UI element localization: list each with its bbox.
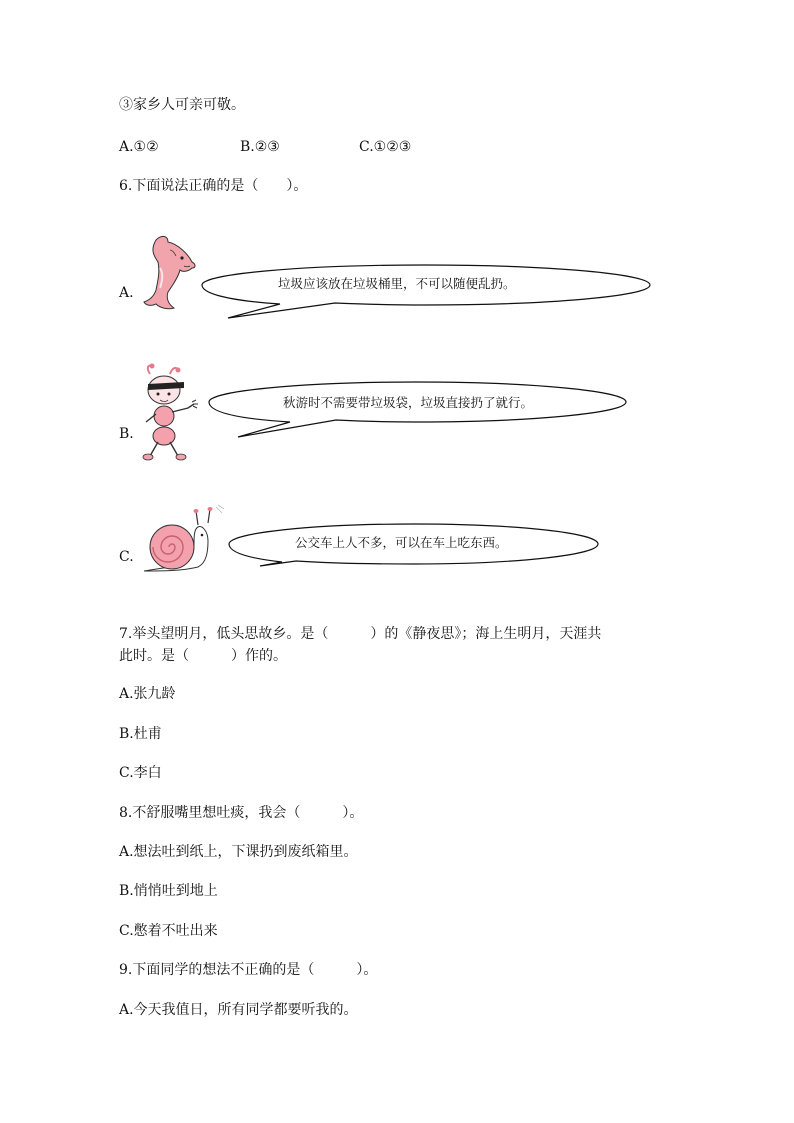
q7-option-b[interactable]: B.杜甫 bbox=[119, 726, 162, 742]
q5-option-c[interactable]: C.①②③ bbox=[359, 139, 412, 155]
q8-option-a[interactable]: A.想法吐到纸上，下课扔到废纸箱里。 bbox=[119, 844, 358, 860]
q6-question: 6.下面说法正确的是（ ）。 bbox=[119, 178, 308, 194]
q6-option-c-bubble-text: 公交车上人不多，可以在车上吃东西。 bbox=[295, 535, 508, 550]
q8-option-c[interactable]: C.憋着不吐出来 bbox=[119, 923, 218, 939]
speech-bubble-b bbox=[206, 380, 631, 442]
q6-option-b-label[interactable]: B. bbox=[119, 426, 134, 442]
q7-question-line-1: 7.举头望明月，低头思故乡。是（ ）的《静夜思》；海上生明月，天涯共 bbox=[119, 626, 602, 642]
q8-option-b[interactable]: B.悄悄吐到地上 bbox=[119, 883, 218, 899]
q6-option-a-bubble-text: 垃圾应该放在垃圾桶里，不可以随便乱扔。 bbox=[278, 276, 516, 291]
q9-option-a[interactable]: A.今天我值日，所有同学都要听我的。 bbox=[119, 1002, 358, 1018]
ant-icon bbox=[136, 364, 200, 462]
q7-option-c[interactable]: C.李白 bbox=[119, 765, 162, 781]
q7-question-line-2: 此时。是（ ）作的。 bbox=[119, 648, 287, 664]
snail-icon bbox=[142, 505, 226, 577]
q8-question: 8.不舒服嘴里想吐痰，我会（ ）。 bbox=[119, 805, 364, 821]
q6-option-c-label[interactable]: C. bbox=[119, 549, 134, 565]
q6-option-a-label[interactable]: A. bbox=[119, 285, 134, 301]
dolphin-icon bbox=[138, 232, 198, 312]
q7-option-a[interactable]: A.张九龄 bbox=[119, 686, 176, 702]
q9-question: 9.下面同学的想法不正确的是（ ）。 bbox=[119, 962, 378, 978]
q5-option-b[interactable]: B.②③ bbox=[240, 139, 280, 155]
speech-bubble-a bbox=[200, 262, 655, 322]
q5-option-a[interactable]: A.①② bbox=[119, 139, 159, 155]
q6-option-b-bubble-text: 秋游时不需要带垃圾袋，垃圾直接扔了就行。 bbox=[283, 395, 534, 410]
q5-statement-3: ③家乡人可亲可敬。 bbox=[119, 97, 245, 113]
